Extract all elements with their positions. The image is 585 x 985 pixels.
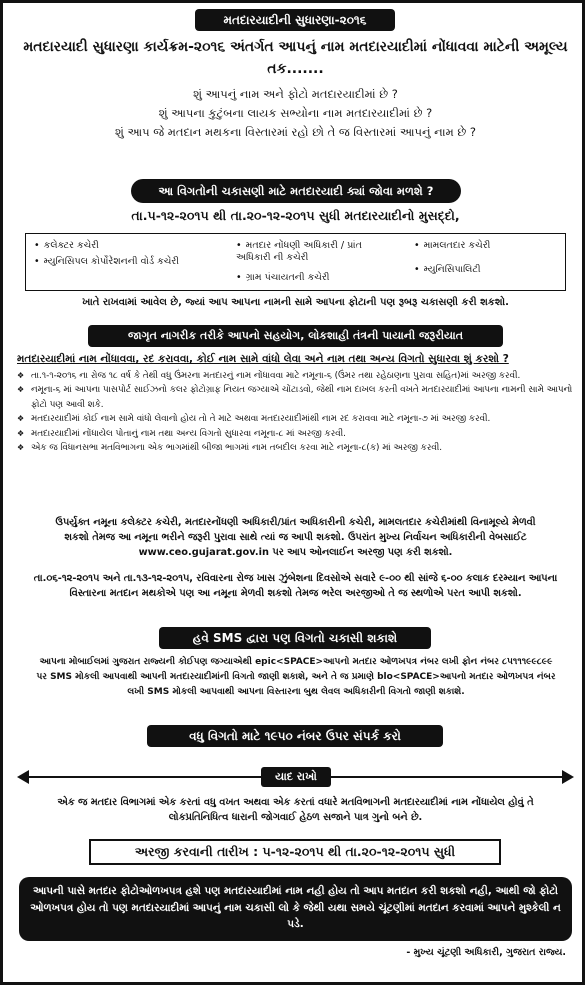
question-item: શું આપના કુટુંબના લાયક સભ્યોના નામ મતદારયાદીમાં છે ?	[158, 106, 433, 120]
instructions-list	[17, 369, 577, 455]
office-item: • મતદાર નોંધણી અધિકારી / પ્રાંત અધિકારી ની કચેરી	[236, 240, 396, 264]
list-item: ❖ નમૂના-૬ માં આપના પાસપોર્ટ સાઈઝનો કલર ફોટોગ્રાફ નિયત જગ્યાએ ચોંટાડવો, જેથી નામ દાખલ કરતી વખતે મતદારયાદીમાં આપના નામની સામે આપનો ફોટો પણ આવી શકે.	[17, 383, 577, 412]
list-item: ❖ એક જ વિધાનસભા મતવિભાગના એક ભાગમાંથી બીજા ભાગમાં નામ તબદીલ કરવા માટે નમૂના-૮(ક) માં અરજી કરવી.	[17, 441, 577, 455]
question-item: શું આપ જે મતદાન મથકના વિસ્તારમાં રહો છો તે જ વિસ્તારમાં આપનું નામ છે ?	[115, 125, 476, 139]
list-item: ❖ તા.૧-૧-૨૦૧૬ ના રોજ ૧૮ વર્ષ કે તેથી વધુ ઉંમરના મતદારનું નામ નોંધાવવા માટે નમૂના-૬ (ઉંમર તથા રહેઠાણના પુરાવા સહિત)માં અરજી કરવી.	[17, 369, 577, 383]
sms-paragraph: આપના મોબાઈલમાં ગુજરાત રાજ્યની કોઈપણ જગ્યાએથી epic<SPACE>આપનો મતદાર ઓળખપત્ર નંબર લખી ફોન નંબર ૮૫૧૧૧૯૯૮૯૯ પર SMS મોકલી આપવાથી આપની મતદારયાદીમાંની વિગતો જાણી શકાશે, અને તે જ પ્રમાણે blo<SPACE>આપનો મતદાર ઓળખપત્ર નંબર લખી SMS મોકલી આપવાથી આપના વિસ્તારના બુથ લેવલ અધિકારીની વિગતો જાણી શકાશે.	[36, 657, 556, 697]
arrow-left-icon	[17, 770, 29, 784]
contact-heading: વધુ વિગતો માટે ૧૯૫૦ નંબર ઉપર સંપર્ક કરો	[147, 725, 443, 747]
headline: મતદારયાદી સુધારણા કાર્યક્રમ-૨૦૧૬ અંતર્ગત આપનું નામ મતદારયાદીમાં નોંધાવવા માટેની અમૂલ્ય તક.......	[23, 39, 568, 77]
remember-paragraph: એક જ મતદાર વિભાગમાં એક કરતાં વધુ વખત અથવા એક કરતાં વધારે મતવિભાગની મતદારયાદીમાં નામ નોંધાયેલ હોવું તે લોકપ્રતિનિધિત્વ ધારાની જોગવાઈ હેઠળ સજાને પાત્ર ગુનો બને છે.	[57, 797, 534, 823]
campaign-paragraph: તા.૦૬-૧૨-૨૦૧૫ અને તા.૧૩-૧૨-૨૦૧૫, રવિવારના રોજ ખાસ ઝુંબેશના દિવસોએ સવારે ૯-૦૦ થી સાંજે ૬-૦૦ કલાક દરમ્યાન આપના વિસ્તારના મતદાન મથકોએ પણ આ નમૂના મેળવી શકશો તેમજ ભરેલ અરજીઓ તે જ સ્થળોએ પરત આપી શકશો.	[33, 573, 558, 599]
warning-box: આપની પાસે મતદાર ફોટોઓળખપત્ર હશે પણ મતદારયાદીમાં નામ નહી હોય તો આપ મતદાન કરી શકશો નહી, આથી જો ફોટો ઓળખપત્ર હોય તો પણ મતદારયાદીમાં આપનું નામ ચકાસી લો કે જેથી યથા સમયે ચૂંટણીમાં મતદાન કરવામાં આપને મુશ્કેલી ન પડે.	[19, 877, 572, 941]
questions	[63, 85, 528, 142]
question-item: શું આપનું નામ અને ફોટો મતદારયાદીમાં છે ?	[193, 87, 398, 101]
forms-paragraph: ઉપર્યુક્ત નમૂના કલેક્ટર કચેરી, મતદારનોંધણી અધિકારી/પ્રાંત અધિકારીની કચેરી, મામલતદાર કચેરીમાંથી વિનામૂલ્યે મેળવી શકશો તેમજ આ નમૂના ભરીને જરૂરી પુરાવા સાથે ત્યાં જ આપી શકશો. ઉપરાંત મુખ્ય નિર્વાચન અધિકારીની વેબસાઈટ www.ceo.gujarat.gov.in પર આપ ઓનલાઈન અરજી પણ કરી શકશો.	[55, 517, 536, 558]
office-item: • કલેક્ટર કચેરી	[34, 240, 204, 252]
check-heading: આ વિગતોની ચકાસણી માટે મતદારયાદી ક્યાં જોવા મળશે ?	[131, 179, 461, 203]
sms-heading: હવે SMS દ્વારા પણ વિગતો ચકાસી શકાશે	[159, 627, 431, 649]
section-heading	[17, 353, 577, 366]
office-item: • મ્યુનિસિપાલિટી	[414, 264, 559, 276]
list-item: ❖ મતદારયાદીમાં કોઈ નામ સામે વાંધો લેવાનો હોય તો તે માટે અથવા મતદારયાદીમાંથી નામ રદ કરાવવા માટે નમૂના-૭ માં અરજી કરવી.	[17, 412, 577, 426]
offices-box	[25, 233, 566, 291]
arrow-right-icon	[562, 770, 574, 784]
remember-divider	[17, 767, 574, 787]
signature: - મુખ્ય ચૂંટણી અધિકારી, ગુજરાત રાજ્ય.	[406, 947, 566, 958]
remember-label: યાદ રાખો	[261, 767, 331, 787]
notice-title: મતદારયાદીની સુધારણા-૨૦૧૬	[195, 9, 395, 31]
role-heading: જાગૃત નાગરીક તરીકે આપનો સહયોગ, લોકશાહી તંત્રની પાયાની જરૂરીયાત	[88, 325, 503, 347]
draft-dates-line: તા.૫-૧૨-૨૦૧૫ થી તા.૨૦-૧૨-૨૦૧૫ સુધી મતદારયાદીનો મુસદ્દો,	[131, 208, 460, 223]
office-item: • મ્યુનિસિપલ કોર્પોરેશનની વોર્ડ કચેરી	[34, 256, 204, 268]
office-item: • ગ્રામ પંચાયતની કચેરી	[236, 272, 396, 284]
list-item: ❖ મતદારયાદીમાં નોંધાયેલ પોતાનું નામ તથા અન્ય વિગતો સુધારવા નમૂના-૮ માં અરજી કરવી.	[17, 427, 577, 441]
kept-line: ખાતે રાખવામાં આવેલ છે, જ્યાં આપ આપના નામની સામે આપના ફોટાની પણ રૂબરૂ ચકાસણી કરી શકશો.	[82, 297, 509, 308]
apply-dates: અરજી કરવાની તારીખ : ૫-૧૨-૨૦૧૫ થી તા.૨૦-૧૨-૨૦૧૫ સુધી	[89, 839, 501, 865]
section-heading-text: મતદારયાદીમાં નામ નોંધાવવા, રદ કરાવવા, કોઈ નામ સામે વાંધો લેવા અને નામ તથા અન્ય વિગતો સુધારવા શું કરશો ?	[17, 353, 509, 365]
office-item: • મામલતદાર કચેરી	[414, 240, 559, 252]
